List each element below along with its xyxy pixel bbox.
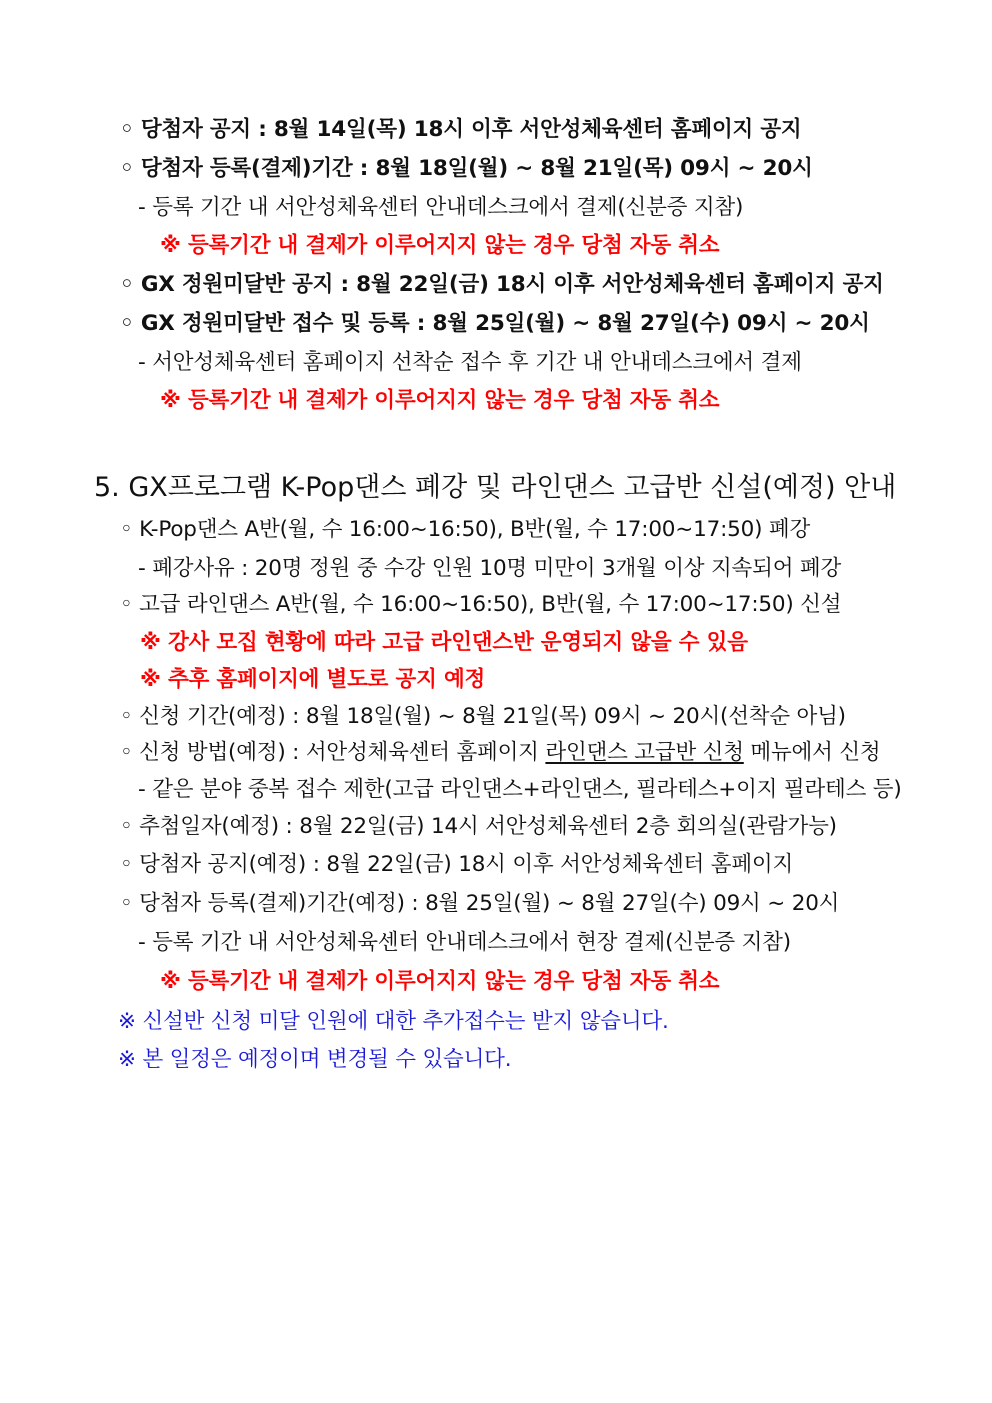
gx-undersubscribed-registration-line: ◦ GX 정원미달반 접수 및 등록 : 8월 25일(월) ~ 8월 27일(수) 09시 ~ 20시 [120, 311, 870, 336]
gx-undersubscribed-announcement-line: ◦ GX 정원미달반 공지 : 8월 22일(금) 18시 이후 서안성체육센터 홈페이지 공지 [120, 272, 884, 297]
application-method-line [120, 740, 880, 766]
application-method-prefix: ◦ 신청 방법(예정) : 서안성체육센터 홈페이지 [120, 740, 546, 765]
no-additional-registration-notice: ※ 신설반 신청 미달 인원에 대한 추가접수는 받지 않습니다. [118, 1009, 669, 1034]
application-period-line: ◦ 신청 기간(예정) : 8월 18일(월) ~ 8월 21일(목) 09시 ~ 20시(선착순 아님) [120, 704, 846, 729]
first-come-registration-note: - 서안성체육센터 홈페이지 선착순 접수 후 기간 내 안내데스크에서 결제 [138, 350, 802, 375]
winner-registration-period-line: ◦ 당첨자 등록(결제)기간(예정) : 8월 25일(월) ~ 8월 27일(수) 09시 ~ 20시 [120, 891, 840, 916]
schedule-change-notice: ※ 본 일정은 예정이며 변경될 수 있습니다. [118, 1047, 512, 1072]
registration-desk-note: - 등록 기간 내 서안성체육센터 안내데스크에서 결제(신분증 지참) [138, 195, 744, 220]
homepage-notice-notice: ※ 추후 홈페이지에 별도로 공지 예정 [140, 667, 486, 692]
onsite-payment-note: - 등록 기간 내 서안성체육센터 안내데스크에서 현장 결제(신분증 지참) [138, 930, 791, 955]
auto-cancel-notice: ※ 등록기간 내 결제가 이루어지지 않는 경우 당첨 자동 취소 [160, 233, 720, 258]
line-dance-advanced-apply-link[interactable]: 라인댄스 고급반 신청 [545, 740, 744, 765]
auto-cancel-notice: ※ 등록기간 내 결제가 이루어지지 않는 경우 당첨 자동 취소 [160, 969, 720, 994]
closure-reason-line: - 폐강사유 : 20명 정원 중 수강 인원 10명 미만이 3개월 이상 지속되어 폐강 [138, 556, 842, 581]
advanced-line-dance-opening-line: ◦ 고급 라인댄스 A반(월, 수 16:00~16:50), B반(월, 수 17:00~17:50) 신설 [120, 592, 842, 617]
draw-date-line: ◦ 추첨일자(예정) : 8월 22일(금) 14시 서안성체육센터 2층 회의실(관람가능) [120, 814, 837, 839]
instructor-recruit-notice: ※ 강사 모집 현황에 따라 고급 라인댄스반 운영되지 않을 수 있음 [140, 630, 748, 655]
application-method-suffix: 메뉴에서 신청 [743, 740, 881, 765]
duplicate-restriction-line: - 같은 분야 중복 접수 제한(고급 라인댄스+라인댄스, 필라테스+이지 필라테스 등) [138, 777, 902, 802]
winner-announcement-line: ◦ 당첨자 공지(예정) : 8월 22일(금) 18시 이후 서안성체육센터 홈페이지 [120, 852, 794, 877]
winner-announcement-line: ◦ 당첨자 공지 : 8월 14일(목) 18시 이후 서안성체육센터 홈페이지 공지 [120, 117, 802, 142]
section-heading: 5. GX프로그램 K-Pop댄스 폐강 및 라인댄스 고급반 신설(예정) 안내 [94, 472, 897, 503]
auto-cancel-notice: ※ 등록기간 내 결제가 이루어지지 않는 경우 당첨 자동 취소 [160, 388, 720, 413]
kpop-closure-line: ◦ K-Pop댄스 A반(월, 수 16:00~16:50), B반(월, 수 17:00~17:50) 폐강 [120, 517, 811, 542]
winner-registration-period-line: ◦ 당첨자 등록(결제)기간 : 8월 18일(월) ~ 8월 21일(목) 09시 ~ 20시 [120, 156, 813, 181]
